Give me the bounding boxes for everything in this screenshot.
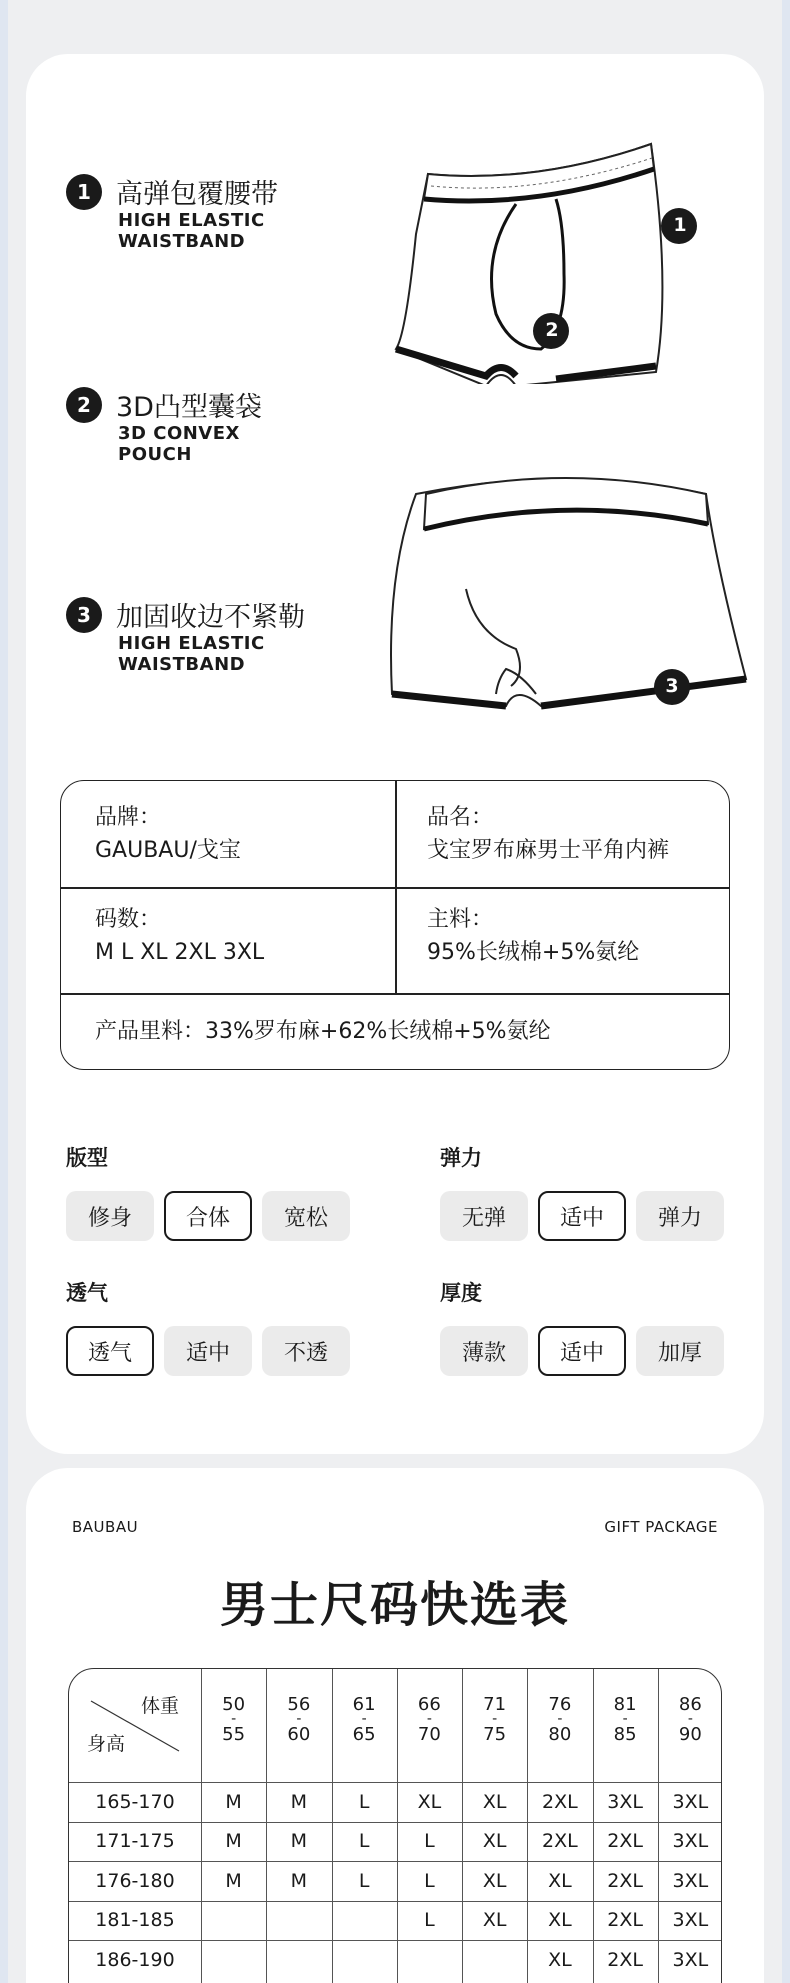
spec-material xyxy=(395,903,639,969)
height-range-cell: 171-175 xyxy=(95,1830,175,1853)
size-cell xyxy=(266,1940,331,1980)
height-range-cell: 181-185 xyxy=(95,1909,175,1932)
size-table-divider xyxy=(397,1669,398,1983)
weight-column-header xyxy=(332,1669,397,1782)
weight-range-top: 81 xyxy=(613,1694,637,1715)
option-thick-medium[interactable]: 适中 xyxy=(538,1326,626,1376)
option-elastic-none[interactable]: 无弹 xyxy=(440,1191,528,1241)
size-table-row xyxy=(69,1822,721,1862)
spec-name-label: 品名： xyxy=(427,805,494,830)
weight-range-top: 56 xyxy=(287,1694,311,1715)
option-thick-thin[interactable]: 薄款 xyxy=(440,1326,528,1376)
underwear-back-illustration xyxy=(386,424,756,754)
weight-range-bottom: 70 xyxy=(417,1724,441,1745)
weight-range-bottom: 75 xyxy=(483,1724,507,1745)
size-cell: M xyxy=(290,1790,308,1813)
feature-title-cn: 3D凸型囊袋 xyxy=(116,392,262,423)
size-table-divider xyxy=(462,1669,463,1983)
size-table-divider xyxy=(69,1861,721,1862)
spec-brand-value: GAUBAU/戈宝 xyxy=(95,838,241,863)
weight-column-header xyxy=(266,1669,331,1782)
size-cell: XL xyxy=(417,1790,442,1813)
weight-range-dash: - xyxy=(687,1711,693,1727)
spec-lining: 产品里料：33%罗布麻+62%长绒棉+5%氨纶 xyxy=(95,1019,551,1044)
weight-range-dash: - xyxy=(296,1711,302,1727)
size-table-row xyxy=(69,1901,721,1941)
corner-weight-label: 体重 xyxy=(141,1695,180,1717)
option-breath-breathable[interactable]: 透气 xyxy=(66,1326,154,1376)
size-cell: 2XL xyxy=(542,1790,578,1813)
size-cell: XL xyxy=(482,1830,507,1853)
size-cell: 3XL xyxy=(672,1948,709,1971)
feature-number-badge: 3 xyxy=(66,597,102,633)
weight-column-header xyxy=(593,1669,658,1782)
size-cell: 2XL xyxy=(607,1948,643,1971)
size-table-header xyxy=(69,1669,721,1782)
size-table-divider xyxy=(69,1940,721,1941)
feature-title-cn: 高弹包覆腰带 xyxy=(116,179,278,210)
size-cell: 3XL xyxy=(672,1909,709,1932)
size-table-corner xyxy=(69,1669,201,1782)
size-chart-title: 男士尺码快选表 xyxy=(219,1577,570,1633)
attr-label-thickness: 厚度 xyxy=(440,1281,482,1305)
size-table-divider xyxy=(332,1669,333,1983)
size-cell xyxy=(266,1901,331,1941)
marker-label-2: 2 xyxy=(545,319,559,341)
size-cell xyxy=(201,1901,266,1941)
weight-column-header xyxy=(201,1669,266,1782)
size-cell xyxy=(462,1940,527,1980)
size-cell: XL xyxy=(482,1909,507,1932)
attr-label-breathability: 透气 xyxy=(66,1281,108,1305)
weight-range-bottom: 65 xyxy=(352,1724,376,1745)
size-table-divider xyxy=(69,1822,721,1823)
corner-height-label: 身高 xyxy=(87,1733,126,1755)
spec-size-value: M L XL 2XL 3XL xyxy=(95,940,265,965)
marker-label-1: 1 xyxy=(673,214,687,236)
feature-title-en: 3D CONVEX POUCH xyxy=(118,423,240,465)
height-range-cell: 186-190 xyxy=(95,1948,175,1971)
weight-range-top: 61 xyxy=(352,1694,376,1715)
feature-number-badge: 2 xyxy=(66,387,102,423)
option-fit-regular[interactable]: 合体 xyxy=(164,1191,252,1241)
feature-title-en: HIGH ELASTIC WAISTBAND xyxy=(118,210,265,252)
spec-size-label: 码数： xyxy=(95,907,162,932)
spec-material-value: 95%长绒棉+5%氨纶 xyxy=(427,940,640,965)
size-cell: L xyxy=(424,1909,435,1932)
size-cell: XL xyxy=(548,1948,572,1971)
size-table-row xyxy=(69,1940,721,1980)
size-table-divider xyxy=(201,1669,202,1983)
size-cell: 3XL xyxy=(672,1830,709,1853)
size-cell: M xyxy=(225,1790,242,1813)
size-table-divider xyxy=(69,1901,721,1902)
option-breath-medium[interactable]: 适中 xyxy=(164,1326,252,1376)
option-fit-slim[interactable]: 修身 xyxy=(66,1191,154,1241)
brand-label-left: BAUBAU xyxy=(72,1518,139,1536)
weight-column-header xyxy=(658,1669,722,1782)
size-cell xyxy=(397,1940,462,1980)
size-cell: XL xyxy=(482,1790,507,1813)
brand-label-right: GIFT PACKAGE xyxy=(604,1518,718,1536)
size-cell: M xyxy=(290,1869,308,1892)
weight-range-top: 76 xyxy=(548,1694,572,1715)
size-table-divider xyxy=(527,1669,528,1983)
size-cell: L xyxy=(424,1869,435,1892)
size-table-row xyxy=(69,1861,721,1901)
option-elastic-high[interactable]: 弹力 xyxy=(636,1191,724,1241)
size-cell: XL xyxy=(482,1869,507,1892)
product-detail-card xyxy=(26,54,764,1454)
weight-column-header xyxy=(527,1669,592,1782)
option-elastic-medium[interactable]: 适中 xyxy=(538,1191,626,1241)
weight-range-dash: - xyxy=(231,1711,237,1727)
spec-divider xyxy=(61,993,729,995)
weight-range-bottom: 85 xyxy=(613,1724,637,1745)
size-cell: 2XL xyxy=(607,1909,643,1932)
weight-range-dash: - xyxy=(622,1711,628,1727)
option-thick-thick[interactable]: 加厚 xyxy=(636,1326,724,1376)
weight-column-header xyxy=(462,1669,527,1782)
weight-range-bottom: 60 xyxy=(287,1724,311,1745)
weight-range-dash: - xyxy=(492,1711,498,1727)
feature-title-en: HIGH ELASTIC WAISTBAND xyxy=(118,633,265,675)
size-cell: M xyxy=(225,1869,242,1892)
weight-range-top: 50 xyxy=(222,1694,246,1715)
weight-range-top: 66 xyxy=(417,1694,441,1715)
spec-brand-label: 品牌： xyxy=(95,805,162,830)
weight-range-dash: - xyxy=(426,1711,432,1727)
option-fit-loose[interactable]: 宽松 xyxy=(262,1191,350,1241)
size-chart-card xyxy=(26,1468,764,1983)
size-cell: 3XL xyxy=(672,1790,709,1813)
spec-size xyxy=(61,903,264,969)
spec-name xyxy=(395,801,669,867)
size-cell xyxy=(332,1940,397,1980)
size-cell: L xyxy=(358,1869,370,1892)
attr-label-elasticity: 弹力 xyxy=(440,1146,482,1170)
weight-range-dash: - xyxy=(361,1711,367,1727)
size-table-divider xyxy=(266,1669,267,1983)
size-cell: L xyxy=(358,1790,370,1813)
size-cell: 2XL xyxy=(542,1830,578,1853)
height-range-cell: 176-180 xyxy=(95,1869,175,1892)
size-cell: 3XL xyxy=(672,1869,709,1892)
size-cell: 2XL xyxy=(607,1869,643,1892)
feature-title-cn: 加固收边不紧勒 xyxy=(116,602,305,633)
size-cell xyxy=(201,1940,266,1980)
size-cell: 3XL xyxy=(607,1790,643,1813)
size-cell xyxy=(332,1901,397,1941)
spec-material-label: 主料： xyxy=(427,907,494,932)
weight-range-top: 86 xyxy=(678,1694,702,1715)
size-cell: L xyxy=(424,1830,435,1853)
weight-range-bottom: 90 xyxy=(678,1724,702,1745)
size-table-row xyxy=(69,1782,721,1822)
corner-diagonal xyxy=(69,1669,201,1782)
size-cell: M xyxy=(290,1830,308,1853)
size-cell: M xyxy=(225,1830,242,1853)
underwear-front-illustration xyxy=(386,124,746,384)
marker-label-3: 3 xyxy=(665,675,679,697)
weight-range-bottom: 55 xyxy=(222,1724,246,1745)
spec-brand xyxy=(61,801,241,867)
feature-number-badge: 1 xyxy=(66,174,102,210)
spec-name-value: 戈宝罗布麻男士平角内裤 xyxy=(427,838,670,863)
product-spec-table xyxy=(60,780,730,1070)
weight-range-dash: - xyxy=(557,1711,563,1727)
size-cell: L xyxy=(358,1830,370,1853)
weight-column-header xyxy=(397,1669,462,1782)
size-cell: XL xyxy=(548,1869,572,1892)
option-breath-none[interactable]: 不透 xyxy=(262,1326,350,1376)
height-range-cell: 165-170 xyxy=(95,1790,175,1813)
weight-range-top: 71 xyxy=(483,1694,507,1715)
size-cell: 2XL xyxy=(607,1830,643,1853)
weight-range-bottom: 80 xyxy=(548,1724,572,1745)
size-cell: XL xyxy=(548,1909,572,1932)
size-table xyxy=(68,1668,722,1983)
size-table-divider xyxy=(593,1669,594,1983)
attr-label-fit: 版型 xyxy=(66,1146,108,1170)
size-table-divider xyxy=(658,1669,659,1983)
